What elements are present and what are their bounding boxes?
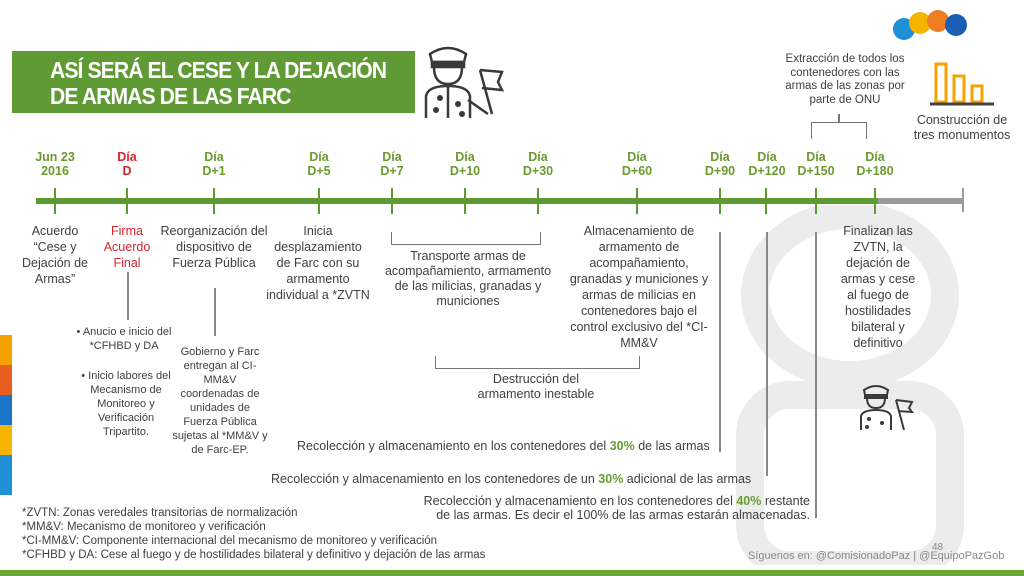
destruccion-bracket — [435, 356, 640, 369]
date-label-d120: Día D+120 — [748, 150, 786, 178]
tick-jun23 — [54, 188, 56, 214]
date-label-d10: Día D+10 — [449, 150, 481, 178]
event-inicia: Inicia desplazamiento de Farc con su armamento individual a *ZVTN — [266, 224, 370, 302]
soldier-small-icon — [858, 382, 914, 432]
bottom-bar — [0, 570, 1024, 576]
tick-d180 — [874, 188, 876, 214]
footnote-3: *CI-MM&V: Componente internacional del mecanismo de monitoreo y verificación — [22, 535, 438, 547]
date-label-d7: Día D+7 — [380, 150, 404, 178]
bar-chart-icon — [928, 58, 996, 106]
connector-d120 — [766, 232, 768, 476]
title-line-2: DE ARMAS DE LAS FARC — [50, 83, 291, 109]
tick-d5 — [318, 188, 320, 214]
footnote-4: *CFHBD y DA: Cese al fuego y de hostilidades bilateral y definitivo y dejación de las armas — [22, 549, 486, 561]
page-number: 48 — [932, 542, 944, 553]
footnote-2: *MM&V: Mecanismo de monitoreo y verificación — [22, 521, 266, 533]
date-label-d: Día D — [117, 150, 137, 178]
transporte-bracket — [391, 232, 541, 245]
date-label-d30: Día D+30 — [522, 150, 554, 178]
date-label-d1: Día D+1 — [202, 150, 226, 178]
event-gobierno: Gobierno y Farc entregan al CI-MM&V coordenadas de unidades de Fuerza Pública sujetas al *MM&V y de Farc-EP. — [172, 346, 268, 456]
date-label-d5: Día D+5 — [307, 150, 331, 178]
title-line-1: ASÍ SERÁ EL CESE Y LA DEJACIÓN — [50, 57, 387, 83]
event-reorg: Reorganización del dispositivo de Fuerza Pública — [160, 224, 268, 270]
date-label-d150: Día D+150 — [797, 150, 835, 178]
event-transporte: Transporte armas de acompañamiento, armamento de las milicias, granadas y municiones — [384, 249, 552, 308]
footnote-1: *ZVTN: Zonas veredales transitorias de normalización — [22, 507, 298, 519]
tick-d7 — [391, 188, 393, 214]
event-inicio-labores: • Inicio labores del Mecanismo de Monitoreo y Verificación Tripartito. — [81, 370, 171, 438]
connector-d90 — [719, 232, 721, 452]
timeline-bar-future — [878, 198, 964, 204]
tick-d — [126, 188, 128, 214]
connector-d1 — [214, 288, 216, 336]
event-almacenamiento: Almacenamiento de armamento de acompañamiento, granadas y municiones y armas de milicias en contenedores bajo el control exclusivo del *CI-MM&V — [569, 224, 709, 350]
tick-d1 — [213, 188, 215, 214]
extraccion-stem — [838, 114, 840, 122]
extraccion-text: Extracción de todos los contenedores con las armas de las zonas por parte de ONU — [785, 53, 905, 106]
social-handles: Síguenos en: @ComisionadoPaz | @EquipoPazGob — [748, 550, 1005, 562]
date-label-d90: Día D+90 — [704, 150, 736, 178]
date-label-d60: Día D+60 — [621, 150, 653, 178]
left-decoration — [0, 335, 12, 495]
date-label-jun23: Jun 23 2016 — [35, 150, 75, 178]
tick-d60 — [636, 188, 638, 214]
recoleccion-2: Recolección y almacenamiento en los contenedores de un 30% adicional de las armas — [271, 472, 752, 486]
tick-d90 — [719, 188, 721, 214]
connector-d150 — [815, 232, 817, 518]
construccion-text: Construcción de tres monumentos — [913, 113, 1011, 142]
event-destruccion: Destrucción del armamento inestable — [477, 372, 595, 401]
event-firma: Firma Acuerdo Final — [103, 224, 151, 270]
date-label-d180: Día D+180 — [856, 150, 894, 178]
recoleccion-1: Recolección y almacenamiento en los contenedores del 30% de las armas — [297, 439, 710, 453]
connector-d — [127, 272, 129, 320]
extraccion-bracket — [811, 122, 867, 139]
event-acuerdo: Acuerdo “Cese y Dejación de Armas” — [21, 224, 88, 286]
event-anucio: • Anucio e inicio del *CFHBD y DA — [76, 326, 172, 352]
tick-d30 — [537, 188, 539, 214]
recoleccion-3: Recolección y almacenamiento en los contenedores del 40% restante de las armas. Es decir el 100% de las armas estarán almacenadas. — [423, 494, 810, 522]
timeline-bar — [36, 198, 878, 204]
tick-d10 — [464, 188, 466, 214]
brand-logo-icon — [893, 10, 973, 32]
event-finalizan: Finalizan las ZVTN, la dejación de armas y cese al fuego de hostilidades bilateral y definitivo — [840, 224, 916, 350]
tick-d120 — [765, 188, 767, 214]
soldier-flag-icon — [418, 40, 510, 120]
title-banner — [12, 51, 415, 113]
timeline-end-tick — [962, 188, 964, 212]
tick-d150 — [815, 188, 817, 214]
